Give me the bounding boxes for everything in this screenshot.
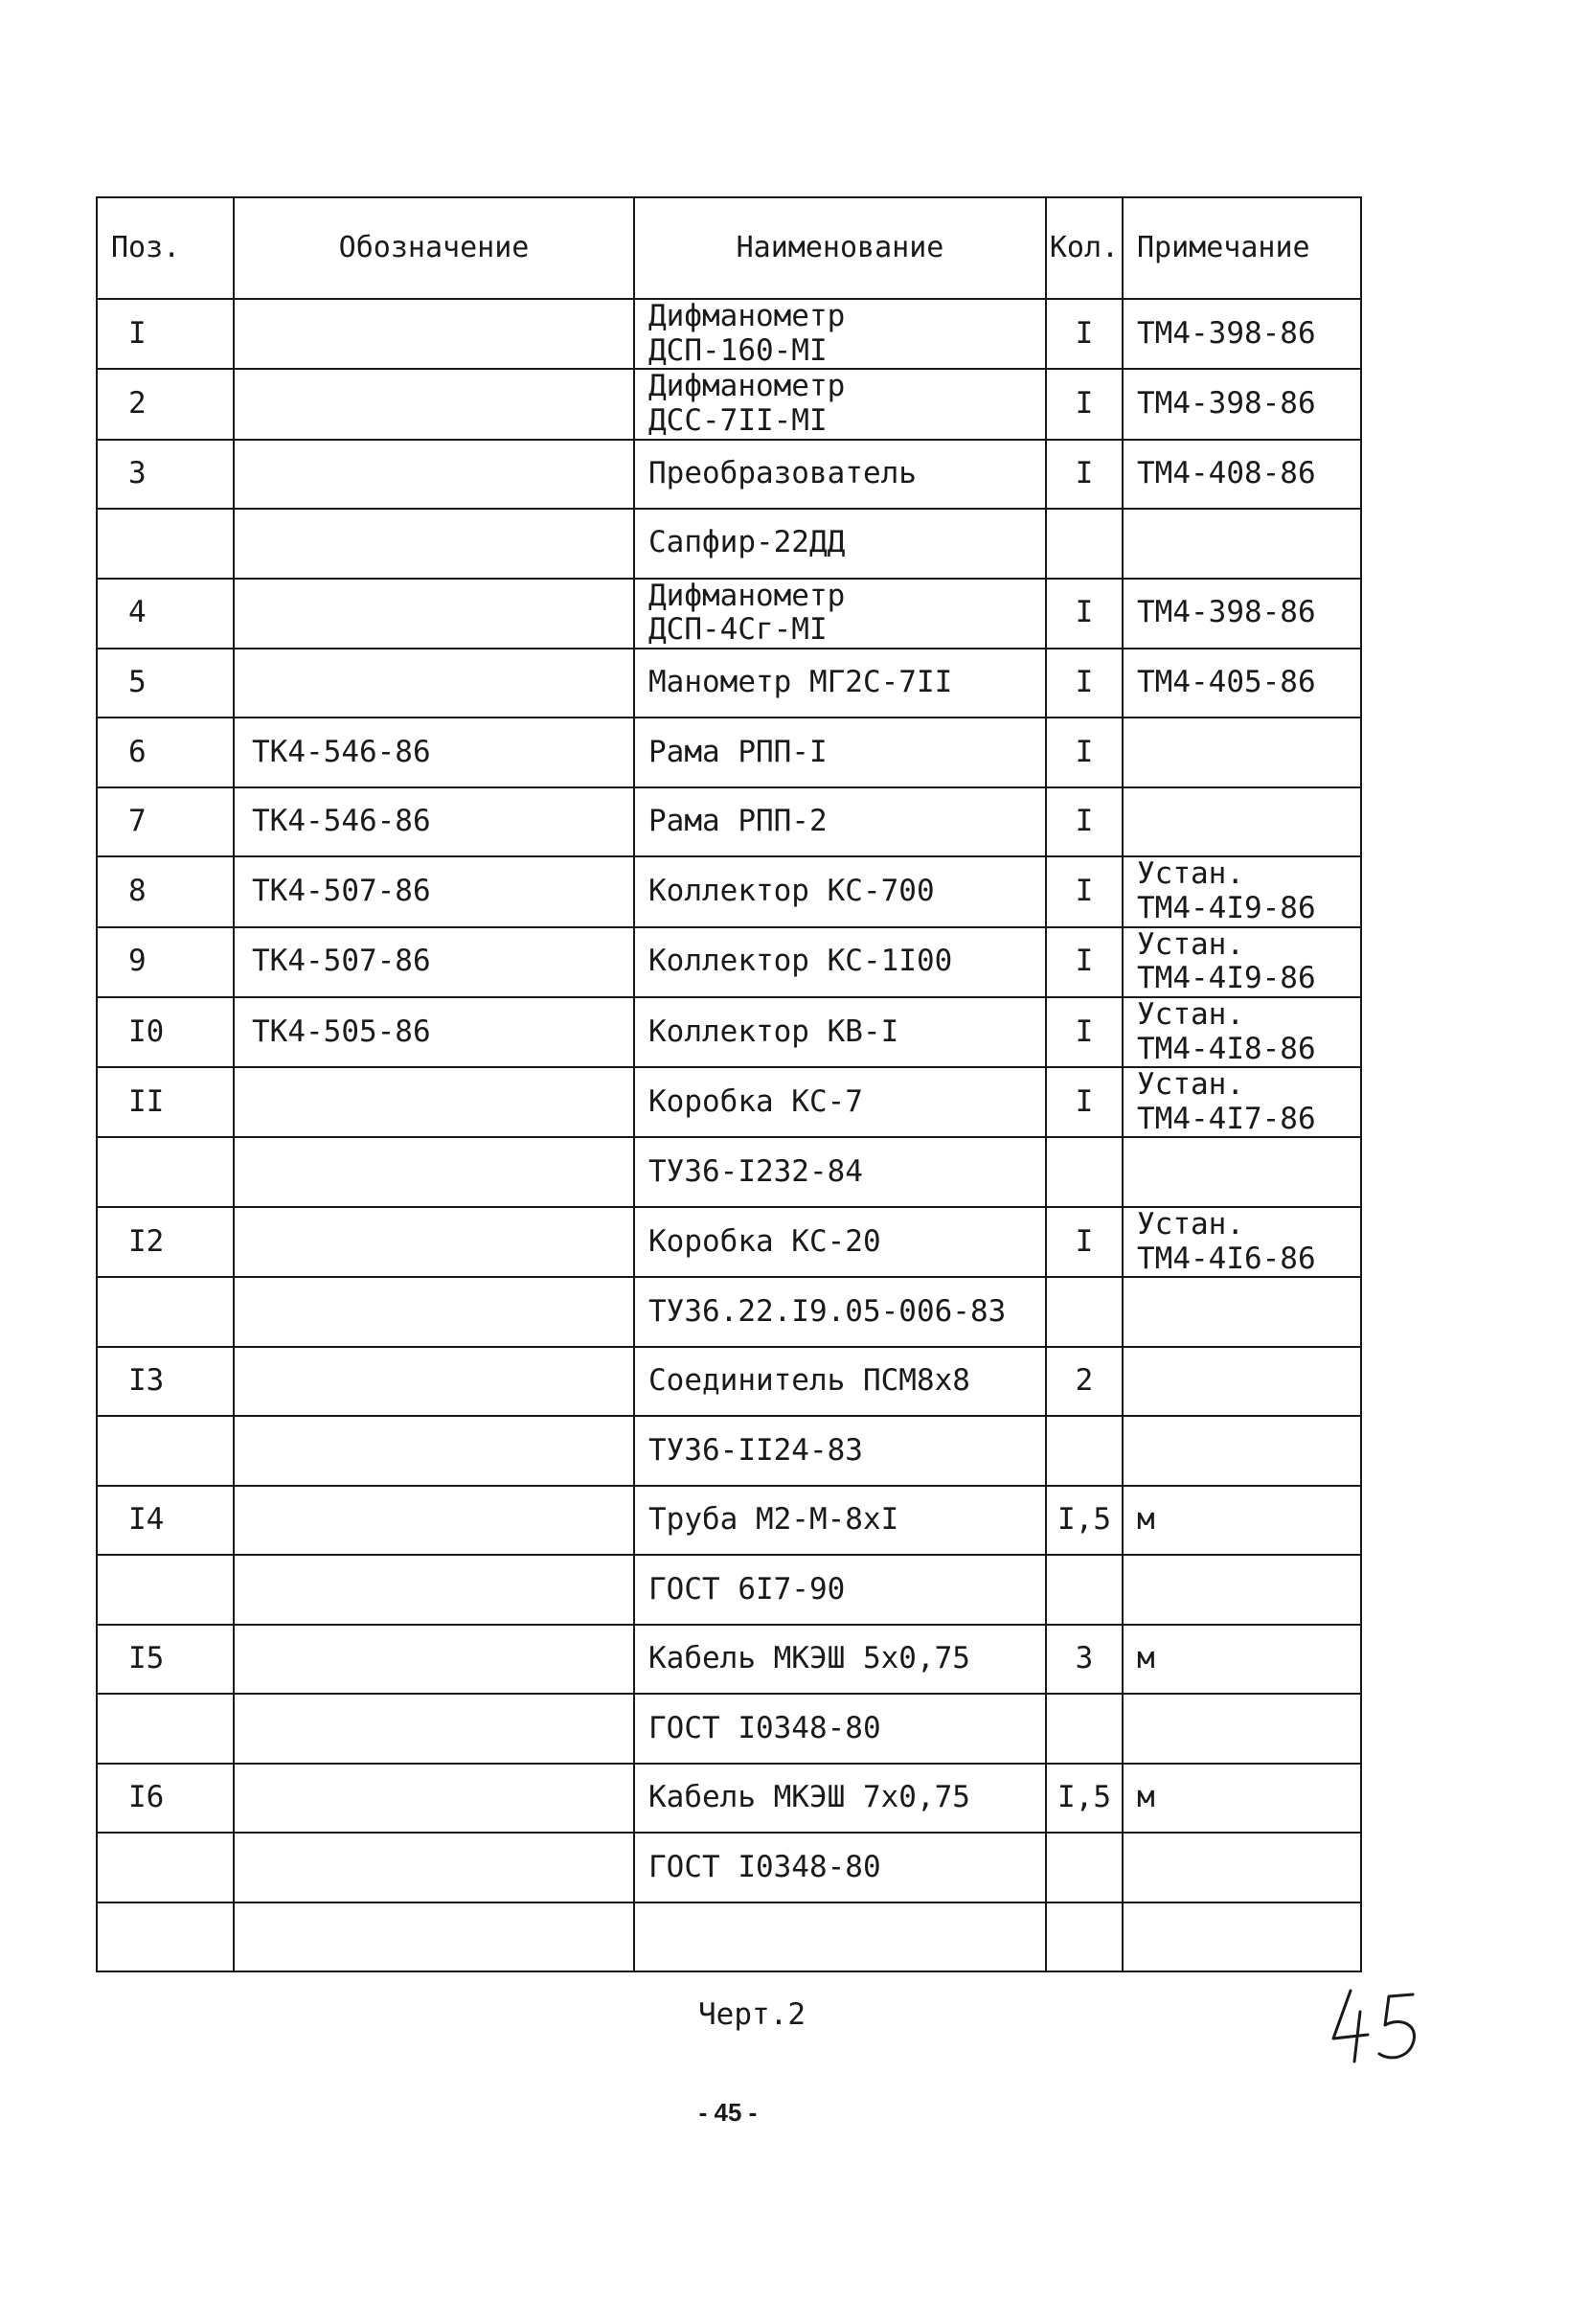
- name-cell-line: Соединитель ПСМ8х8: [648, 1363, 970, 1399]
- table-row: [97, 1625, 1361, 1695]
- table-row: [97, 1207, 1361, 1277]
- header-name: Наименование: [634, 197, 1046, 299]
- name-cell-line: ДСП-160-МI: [648, 332, 828, 368]
- specification-table: [96, 196, 1362, 1972]
- name-cell-line: Коробка КС-20: [648, 1223, 881, 1259]
- name-cell: [634, 718, 1046, 787]
- designation-cell: [234, 1277, 634, 1347]
- designation-cell: [234, 1694, 634, 1764]
- designation-cell: [234, 579, 634, 649]
- note-cell-line: ТМ4-398-86: [1137, 315, 1316, 351]
- header-note: Примечание: [1123, 197, 1361, 299]
- note-cell: [1123, 369, 1361, 439]
- position-cell: I4: [97, 1486, 234, 1556]
- designation-cell: [234, 1137, 634, 1207]
- name-cell-line: ТУ36-I232-84: [648, 1153, 863, 1189]
- designation-cell: [234, 1207, 634, 1277]
- quantity-cell: I: [1046, 299, 1123, 369]
- name-cell: [634, 787, 1046, 857]
- header-position: Поз.: [97, 197, 234, 299]
- name-cell: [634, 440, 1046, 510]
- quantity-cell: I: [1046, 440, 1123, 510]
- quantity-cell: 3: [1046, 1625, 1123, 1695]
- designation-cell: [234, 1625, 634, 1695]
- name-cell: [634, 579, 1046, 649]
- table-row: [97, 1694, 1361, 1764]
- name-cell-line: Рама РПП-2: [648, 804, 828, 839]
- name-cell-line: ГОСТ 6I7-90: [648, 1571, 846, 1606]
- note-cell-line: Устан.: [1137, 856, 1244, 892]
- name-cell: [634, 997, 1046, 1067]
- table-row: [97, 1833, 1361, 1902]
- position-cell: [97, 1555, 234, 1625]
- note-cell-line: ТМ4-4I9-86: [1137, 961, 1316, 996]
- note-cell: [1123, 787, 1361, 857]
- name-cell-line: ТУ36-II24-83: [648, 1432, 863, 1468]
- quantity-cell: I: [1046, 718, 1123, 787]
- name-cell: [634, 1067, 1046, 1137]
- name-cell-line: Кабель МКЭШ 5х0,75: [648, 1641, 970, 1676]
- name-cell: [634, 1833, 1046, 1902]
- note-cell-line: ТМ4-398-86: [1137, 595, 1316, 630]
- note-cell: [1123, 1486, 1361, 1556]
- note-cell-line: ТМ4-398-86: [1137, 386, 1316, 422]
- note-cell: [1123, 1555, 1361, 1625]
- designation-cell: ТК4-546-86: [234, 718, 634, 787]
- position-cell: 7: [97, 787, 234, 857]
- note-cell-line: Устан.: [1137, 996, 1244, 1032]
- designation-cell: [234, 1833, 634, 1902]
- quantity-cell: I: [1046, 1067, 1123, 1137]
- quantity-cell: [1046, 1137, 1123, 1207]
- note-cell: [1123, 299, 1361, 369]
- name-cell: [634, 1486, 1046, 1556]
- designation-cell: [234, 1416, 634, 1486]
- handwritten-page-number: [1322, 1983, 1437, 2069]
- position-cell: [97, 1277, 234, 1347]
- note-cell-line: Устан.: [1137, 1206, 1244, 1242]
- designation-cell: ТК4-507-86: [234, 927, 634, 997]
- name-cell-line: Коллектор КВ-I: [648, 1014, 899, 1049]
- position-cell: I3: [97, 1347, 234, 1417]
- quantity-cell: I: [1046, 369, 1123, 439]
- note-cell: [1123, 1625, 1361, 1695]
- quantity-cell: [1046, 509, 1123, 579]
- designation-cell: ТК4-507-86: [234, 856, 634, 926]
- note-cell: [1123, 509, 1361, 579]
- name-cell-line: Дифманометр: [648, 299, 846, 333]
- table-row: [97, 1486, 1361, 1556]
- quantity-cell: I,5: [1046, 1486, 1123, 1556]
- designation-cell: [234, 1555, 634, 1625]
- quantity-cell: [1046, 1277, 1123, 1347]
- position-cell: I2: [97, 1207, 234, 1277]
- quantity-cell: [1046, 1416, 1123, 1486]
- name-cell-line: ДСС-7II-МI: [648, 402, 828, 438]
- name-cell-line: Манометр МГ2С-7II: [648, 665, 953, 700]
- name-cell-line: ТУ36.22.I9.05-006-83: [648, 1293, 1007, 1329]
- name-cell: [634, 1902, 1046, 1972]
- position-cell: [97, 1694, 234, 1764]
- position-cell: II: [97, 1067, 234, 1137]
- table-row: [97, 369, 1361, 439]
- name-cell: [634, 1137, 1046, 1207]
- note-cell: [1123, 1137, 1361, 1207]
- table-header: [97, 197, 1361, 299]
- name-cell: [634, 927, 1046, 997]
- quantity-cell: I: [1046, 997, 1123, 1067]
- designation-cell: ТК4-505-86: [234, 997, 634, 1067]
- designation-cell: [234, 440, 634, 510]
- note-cell: [1123, 1764, 1361, 1834]
- note-cell-line: м: [1137, 1502, 1155, 1538]
- name-cell-line: Труба М2-М-8хI: [648, 1502, 899, 1538]
- position-cell: 3: [97, 440, 234, 510]
- name-cell: [634, 369, 1046, 439]
- note-cell: [1123, 718, 1361, 787]
- name-cell: [634, 856, 1046, 926]
- position-cell: I: [97, 299, 234, 369]
- position-cell: [97, 1833, 234, 1902]
- designation-cell: [234, 1347, 634, 1417]
- quantity-cell: [1046, 1694, 1123, 1764]
- position-cell: 5: [97, 649, 234, 718]
- note-cell: [1123, 1694, 1361, 1764]
- note-cell: [1123, 1347, 1361, 1417]
- note-cell: [1123, 440, 1361, 510]
- name-cell: [634, 1277, 1046, 1347]
- quantity-cell: [1046, 1833, 1123, 1902]
- table-row: [97, 1067, 1361, 1137]
- quantity-cell: I: [1046, 927, 1123, 997]
- note-cell-line: ТМ4-4I8-86: [1137, 1031, 1316, 1066]
- designation-cell: [234, 299, 634, 369]
- table-row: [97, 649, 1361, 718]
- note-cell: [1123, 1902, 1361, 1972]
- name-cell-line: ДСП-4Сг-МI: [648, 612, 828, 648]
- name-cell-line: ГОСТ I0348-80: [648, 1849, 881, 1884]
- note-cell: [1123, 1833, 1361, 1902]
- name-cell: [634, 1625, 1046, 1695]
- note-cell: [1123, 1277, 1361, 1347]
- position-cell: 8: [97, 856, 234, 926]
- drawing-caption: Черт.2: [698, 1997, 806, 2032]
- position-cell: 9: [97, 927, 234, 997]
- note-cell: [1123, 997, 1361, 1067]
- table-row: [97, 1416, 1361, 1486]
- designation-cell: ТК4-546-86: [234, 787, 634, 857]
- position-cell: 6: [97, 718, 234, 787]
- note-cell-line: м: [1137, 1641, 1155, 1676]
- quantity-cell: I: [1046, 856, 1123, 926]
- note-cell-line: Устан.: [1137, 1067, 1244, 1103]
- table-row: [97, 1555, 1361, 1625]
- quantity-cell: I: [1046, 579, 1123, 649]
- table-row: [97, 856, 1361, 926]
- position-cell: I6: [97, 1764, 234, 1834]
- name-cell-line: Дифманометр: [648, 369, 846, 404]
- name-cell-line: Сапфир-22ДД: [648, 525, 846, 560]
- quantity-cell: I: [1046, 787, 1123, 857]
- position-cell: 2: [97, 369, 234, 439]
- designation-cell: [234, 1067, 634, 1137]
- note-cell: [1123, 1416, 1361, 1486]
- note-cell-line: м: [1137, 1780, 1155, 1815]
- name-cell: [634, 1694, 1046, 1764]
- designation-cell: [234, 649, 634, 718]
- name-cell-line: Коллектор КС-700: [648, 874, 935, 909]
- name-cell-line: Коллектор КС-1I00: [648, 944, 953, 979]
- note-cell-line: Устан.: [1137, 926, 1244, 962]
- note-cell: [1123, 649, 1361, 718]
- quantity-cell: I,5: [1046, 1764, 1123, 1834]
- header-quantity: Кол.: [1046, 197, 1123, 299]
- table-row: [97, 927, 1361, 997]
- position-cell: [97, 1416, 234, 1486]
- table-row: [97, 787, 1361, 857]
- note-cell-line: ТМ4-4I7-86: [1137, 1101, 1316, 1136]
- name-cell-line: ГОСТ I0348-80: [648, 1710, 881, 1745]
- table-row: [97, 509, 1361, 579]
- name-cell: [634, 1347, 1046, 1417]
- designation-cell: [234, 1902, 634, 1972]
- designation-cell: [234, 1764, 634, 1834]
- header-row: [97, 197, 1361, 299]
- position-cell: [97, 1902, 234, 1972]
- quantity-cell: I: [1046, 1207, 1123, 1277]
- page-number: - 45 -: [698, 2098, 758, 2127]
- designation-cell: [234, 369, 634, 439]
- note-cell-line: ТМ4-4I6-86: [1137, 1241, 1316, 1276]
- quantity-cell: 2: [1046, 1347, 1123, 1417]
- name-cell-line: Рама РПП-I: [648, 734, 828, 769]
- note-cell: [1123, 856, 1361, 926]
- table-row: [97, 1347, 1361, 1417]
- note-cell: [1123, 927, 1361, 997]
- designation-cell: [234, 509, 634, 579]
- header-designation: Обозначение: [234, 197, 634, 299]
- position-cell: [97, 509, 234, 579]
- position-cell: 4: [97, 579, 234, 649]
- name-cell-line: Дифманометр: [648, 578, 846, 613]
- table-row: [97, 718, 1361, 787]
- note-cell-line: ТМ4-405-86: [1137, 665, 1316, 700]
- name-cell: [634, 299, 1046, 369]
- quantity-cell: [1046, 1902, 1123, 1972]
- table-row: [97, 1137, 1361, 1207]
- name-cell: [634, 1207, 1046, 1277]
- table-row: [97, 579, 1361, 649]
- table-row: [97, 299, 1361, 369]
- name-cell: [634, 649, 1046, 718]
- table-row: [97, 1764, 1361, 1834]
- quantity-cell: [1046, 1555, 1123, 1625]
- table-body: [97, 299, 1361, 1971]
- position-cell: I0: [97, 997, 234, 1067]
- name-cell: [634, 509, 1046, 579]
- position-cell: I5: [97, 1625, 234, 1695]
- position-cell: [97, 1137, 234, 1207]
- table-row: [97, 440, 1361, 510]
- note-cell-line: ТМ4-4I9-86: [1137, 890, 1316, 925]
- name-cell: [634, 1555, 1046, 1625]
- table-row: [97, 997, 1361, 1067]
- quantity-cell: I: [1046, 649, 1123, 718]
- note-cell: [1123, 1207, 1361, 1277]
- note-cell: [1123, 1067, 1361, 1137]
- table-row: [97, 1277, 1361, 1347]
- name-cell: [634, 1764, 1046, 1834]
- name-cell-line: Преобразователь: [648, 455, 917, 490]
- note-cell: [1123, 579, 1361, 649]
- table-row: [97, 1902, 1361, 1972]
- designation-cell: [234, 1486, 634, 1556]
- name-cell-line: Кабель МКЭШ 7х0,75: [648, 1780, 970, 1815]
- name-cell-line: Коробка КС-7: [648, 1084, 863, 1119]
- name-cell: [634, 1416, 1046, 1486]
- note-cell-line: ТМ4-408-86: [1137, 455, 1316, 490]
